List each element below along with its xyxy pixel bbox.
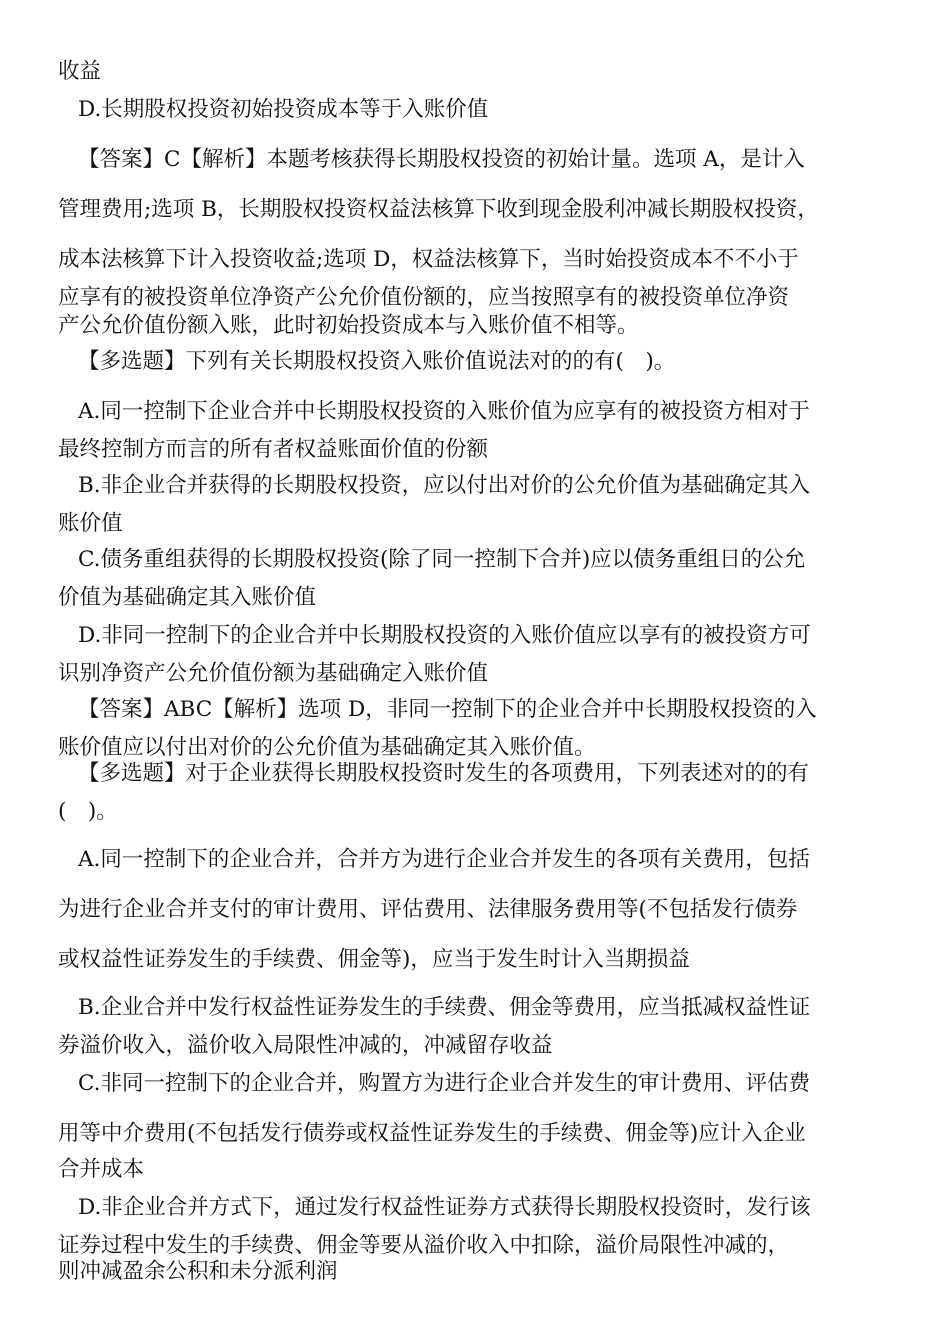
text-line: 产公允价值份额入账，此时初始投资成本与入账价值不相等。 xyxy=(58,313,639,338)
text-line: 则冲减盈余公积和未分派利润 xyxy=(58,1259,338,1284)
question-line: 【多选题】下列有关长期股权投资入账价值说法对的的有( )。 xyxy=(78,349,676,374)
option-a-line: A.同一控制下企业合并中长期股权投资的入账价值为应享有的被投资方相对于 xyxy=(78,399,810,424)
option-d-line: D.非企业合并方式下，通过发行权益性证券方式获得长期股权投资时，发行该 xyxy=(78,1195,811,1220)
text-line: 合并成本 xyxy=(58,1157,145,1182)
option-b-line: B.非企业合并获得的长期股权投资，应以付出对价的公允价值为基础确定其入 xyxy=(78,473,811,498)
option-b-line: B.企业合并中发行权益性证券发生的手续费、佣金等费用，应当抵减权益性证 xyxy=(78,995,811,1020)
text-line: 或权益性证券发生的手续费、佣金等)，应当于发生时计入当期损益 xyxy=(58,947,690,972)
text-line: 为进行企业合并支付的审计费用、评估费用、法律服务费用等(不包括发行债券 xyxy=(58,897,798,922)
question-line: 【多选题】对于企业获得长期股权投资时发生的各项费用，下列表述对的的有 xyxy=(78,761,810,786)
option-c-line: C.债务重组获得的长期股权投资(除了同一控制下合并)应以债务重组日的公允 xyxy=(78,547,806,572)
text-line: ( )。 xyxy=(58,799,118,824)
text-line: 账价值应以付出对价的公允价值为基础确定其入账价值。 xyxy=(58,735,596,760)
answer-line: 【答案】C【解析】本题考核获得长期股权投资的初始计量。选项 A，是计入 xyxy=(78,147,805,172)
text-line: 用等中介费用(不包括发行债券或权益性证券发生的手续费、佣金等)应计入企业 xyxy=(58,1121,806,1146)
text-line: 证券过程中发生的手续费、佣金等要从溢价收入中扣除，溢价局限性冲减的， xyxy=(58,1233,790,1258)
text-line: 管理费用;选项 B，长期股权投资权益法核算下收到现金股利冲减长期股权投资， xyxy=(58,197,819,222)
text-line: 账价值 xyxy=(58,511,123,536)
option-d-line: D.非同一控制下的企业合并中长期股权投资的入账价值应以享有的被投资方可 xyxy=(78,623,811,648)
text-line: 券溢价收入，溢价收入局限性冲减的，冲减留存收益 xyxy=(58,1033,553,1058)
text-line: 识别净资产公允价值份额为基础确定入账价值 xyxy=(58,661,489,686)
text-line: 价值为基础确定其入账价值 xyxy=(58,585,317,610)
text-line: 成本法核算下计入投资收益;选项 D，权益法核算下，当时始投资成本不不小于 xyxy=(58,247,799,272)
option-c-line: C.非同一控制下的企业合并，购置方为进行企业合并发生的审计费用、评估费 xyxy=(78,1071,811,1096)
answer-line: 【答案】ABC【解析】选项 D，非同一控制下的企业合并中长期股权投资的入 xyxy=(78,697,817,722)
text-line: 应享有的被投资单位净资产公允价值份额的，应当按照享有的被投资单位净资 xyxy=(58,285,790,310)
option-d-line: D.长期股权投资初始投资成本等于入账价值 xyxy=(78,97,489,122)
text-line: 最终控制方而言的所有者权益账面价值的份额 xyxy=(58,437,489,462)
option-a-line: A.同一控制下的企业合并，合并方为进行企业合并发生的各项有关费用，包括 xyxy=(78,847,810,872)
text-line: 收益 xyxy=(58,59,102,84)
